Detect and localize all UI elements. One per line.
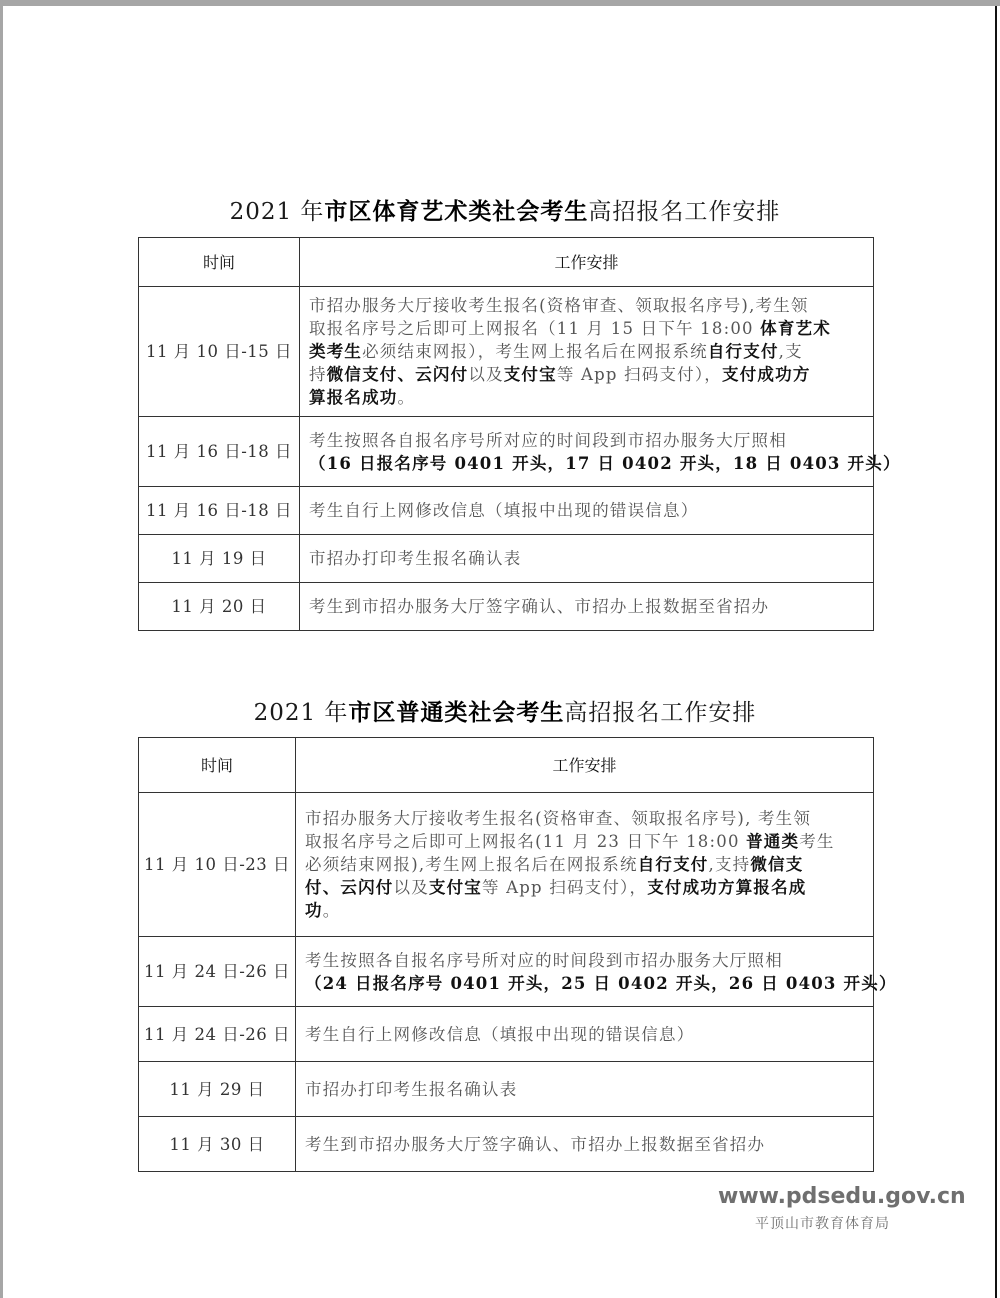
task-text: 必须结束网报），考生网上报名后在网报系统 bbox=[362, 342, 708, 361]
title-prefix: 2021 年 bbox=[253, 700, 349, 726]
task-text: ,支 bbox=[778, 342, 803, 361]
task-text: 。 bbox=[322, 901, 341, 920]
row-time: 11 月 29 日 bbox=[139, 1062, 296, 1117]
table-title-general bbox=[5, 694, 1000, 727]
task-text: 考生按照各自报名序号所对应的时间段到市招办服务大厅照相 bbox=[305, 950, 783, 970]
task-line bbox=[309, 429, 867, 452]
row-task bbox=[300, 583, 874, 631]
row-time: 11 月 16 日-18 日 bbox=[139, 417, 300, 487]
task-text: 市招办打印考生报名确认表 bbox=[305, 1079, 518, 1099]
task-text-bold: 微信支 bbox=[750, 855, 804, 874]
table-header-row bbox=[139, 238, 874, 287]
task-text: 考生按照各自报名序号所对应的时间段到市招办服务大厅照相 bbox=[309, 430, 787, 450]
task-text: 持 bbox=[309, 365, 327, 384]
task-text-bold: 微信支付、云闪付 bbox=[326, 365, 469, 384]
row-task bbox=[300, 417, 901, 487]
task-text: ,支持 bbox=[708, 855, 751, 874]
task-text: 市招办服务大厅接收考生报名(资格审查、领取报名序号),考生领 bbox=[309, 296, 809, 315]
header-task: 工作安排 bbox=[300, 238, 874, 287]
task-line bbox=[309, 547, 867, 570]
row-time: 11 月 24 日-26 日 bbox=[139, 1007, 296, 1062]
header-task: 工作安排 bbox=[296, 738, 874, 793]
task-text: 以及 bbox=[393, 878, 429, 897]
title-bold: 市区体育艺术类社会考生 bbox=[324, 198, 589, 225]
row-time: 11 月 24 日-26 日 bbox=[139, 937, 296, 1007]
task-text-bold: 支付成功方算报名成 bbox=[647, 878, 807, 897]
table-title-sports-art bbox=[5, 193, 1000, 226]
row-task bbox=[300, 287, 874, 417]
task-line bbox=[309, 595, 867, 618]
task-text: 必须结束网报),考生网上报名后在网报系统 bbox=[305, 855, 638, 874]
row-task bbox=[300, 535, 874, 583]
table-row bbox=[139, 937, 874, 1007]
task-text: 考生自行上网修改信息（填报中出现的错误信息） bbox=[309, 501, 699, 520]
row-time: 11 月 16 日-18 日 bbox=[139, 487, 300, 535]
task-text-bold: 算报名成功 bbox=[309, 388, 398, 407]
task-line bbox=[309, 363, 867, 386]
task-text-bold: 自行支付 bbox=[707, 342, 779, 361]
header-time: 时间 bbox=[139, 238, 300, 287]
task-line bbox=[309, 452, 901, 475]
task-line bbox=[305, 899, 867, 922]
row-task bbox=[296, 1062, 874, 1117]
task-text: 取报名序号之后即可上网报名(11 月 23 日下午 18:00 bbox=[305, 832, 747, 851]
task-text: 取报名序号之后即可上网报名（11 月 15 日下午 18:00 bbox=[309, 319, 761, 338]
task-text-bold: （16 日报名序号 0401 开头，17 日 0402 开头，18 日 0403 开头） bbox=[309, 453, 901, 473]
row-task bbox=[296, 937, 897, 1007]
task-text: 考生到市招办服务大厅签字确认、市招办上报数据至省招办 bbox=[305, 1134, 766, 1154]
table-row bbox=[139, 583, 874, 631]
table-row bbox=[139, 1007, 874, 1062]
task-line bbox=[309, 499, 867, 522]
task-text: 。 bbox=[397, 388, 416, 407]
row-time: 11 月 10 日-15 日 bbox=[139, 287, 300, 417]
task-line bbox=[305, 853, 867, 876]
task-text-bold: 支付成功方 bbox=[722, 365, 811, 384]
table-row bbox=[139, 1117, 874, 1172]
task-text-bold: 类考生 bbox=[309, 342, 363, 361]
row-task bbox=[296, 1117, 874, 1172]
task-line bbox=[309, 294, 867, 317]
task-text-bold: （24 日报名序号 0401 开头，25 日 0402 开头，26 日 0403 开头） bbox=[305, 973, 897, 993]
watermark-org: 平顶山市教育体育局 bbox=[755, 1216, 890, 1232]
page-frame-left bbox=[0, 0, 3, 1298]
task-text: 考生到市招办服务大厅签字确认、市招办上报数据至省招办 bbox=[309, 597, 770, 616]
row-time: 11 月 10 日-23 日 bbox=[139, 793, 296, 937]
row-time: 11 月 30 日 bbox=[139, 1117, 296, 1172]
task-text-bold: 支付宝 bbox=[503, 365, 557, 384]
task-text-bold: 体育艺术 bbox=[760, 319, 831, 338]
table-row bbox=[139, 487, 874, 535]
task-line bbox=[309, 340, 867, 363]
task-text-bold: 付、云闪付 bbox=[305, 878, 394, 897]
task-line bbox=[305, 807, 867, 830]
title-suffix: 高招报名工作安排 bbox=[564, 700, 757, 726]
row-task bbox=[300, 487, 874, 535]
task-text-bold: 支付宝 bbox=[428, 878, 483, 897]
row-time: 11 月 19 日 bbox=[139, 535, 300, 583]
task-line bbox=[309, 317, 867, 340]
task-text: 等 App 扫码支付）， bbox=[556, 365, 723, 384]
task-text: 考生自行上网修改信息（填报中出现的错误信息） bbox=[305, 1024, 695, 1044]
task-line bbox=[309, 386, 867, 409]
task-text-bold: 普通类 bbox=[746, 832, 800, 851]
row-task bbox=[296, 793, 874, 937]
row-task bbox=[296, 1007, 874, 1062]
task-line bbox=[305, 972, 897, 995]
table-row bbox=[139, 417, 874, 487]
task-text: 考生 bbox=[799, 832, 835, 851]
task-text-bold: 自行支付 bbox=[637, 855, 709, 874]
task-line bbox=[305, 1133, 867, 1156]
row-time: 11 月 20 日 bbox=[139, 583, 300, 631]
schedule-table-sports-art bbox=[138, 237, 901, 631]
task-text-bold: 功 bbox=[305, 901, 323, 920]
header-time: 时间 bbox=[139, 738, 296, 793]
task-line bbox=[305, 876, 867, 899]
table-row bbox=[139, 287, 874, 417]
page-frame-top bbox=[0, 0, 1000, 6]
table-header-row bbox=[139, 738, 874, 793]
watermark-url: www.pdsedu.gov.cn bbox=[718, 1184, 966, 1209]
task-line bbox=[305, 1078, 867, 1101]
table-row bbox=[139, 793, 874, 937]
task-text: 等 App 扫码支付）， bbox=[482, 878, 648, 897]
task-text: 以及 bbox=[468, 365, 504, 384]
task-text: 市招办服务大厅接收考生报名(资格审查、领取报名序号), 考生领 bbox=[305, 809, 812, 828]
schedule-table-general bbox=[138, 737, 897, 1172]
title-suffix: 高招报名工作安排 bbox=[588, 199, 781, 225]
task-text: 市招办打印考生报名确认表 bbox=[309, 549, 522, 568]
task-line bbox=[305, 949, 867, 972]
table-row bbox=[139, 1062, 874, 1117]
task-line bbox=[305, 830, 867, 853]
title-prefix: 2021 年 bbox=[229, 199, 325, 225]
title-bold: 市区普通类社会考生 bbox=[348, 699, 565, 726]
task-line bbox=[305, 1023, 867, 1046]
table-row bbox=[139, 535, 874, 583]
